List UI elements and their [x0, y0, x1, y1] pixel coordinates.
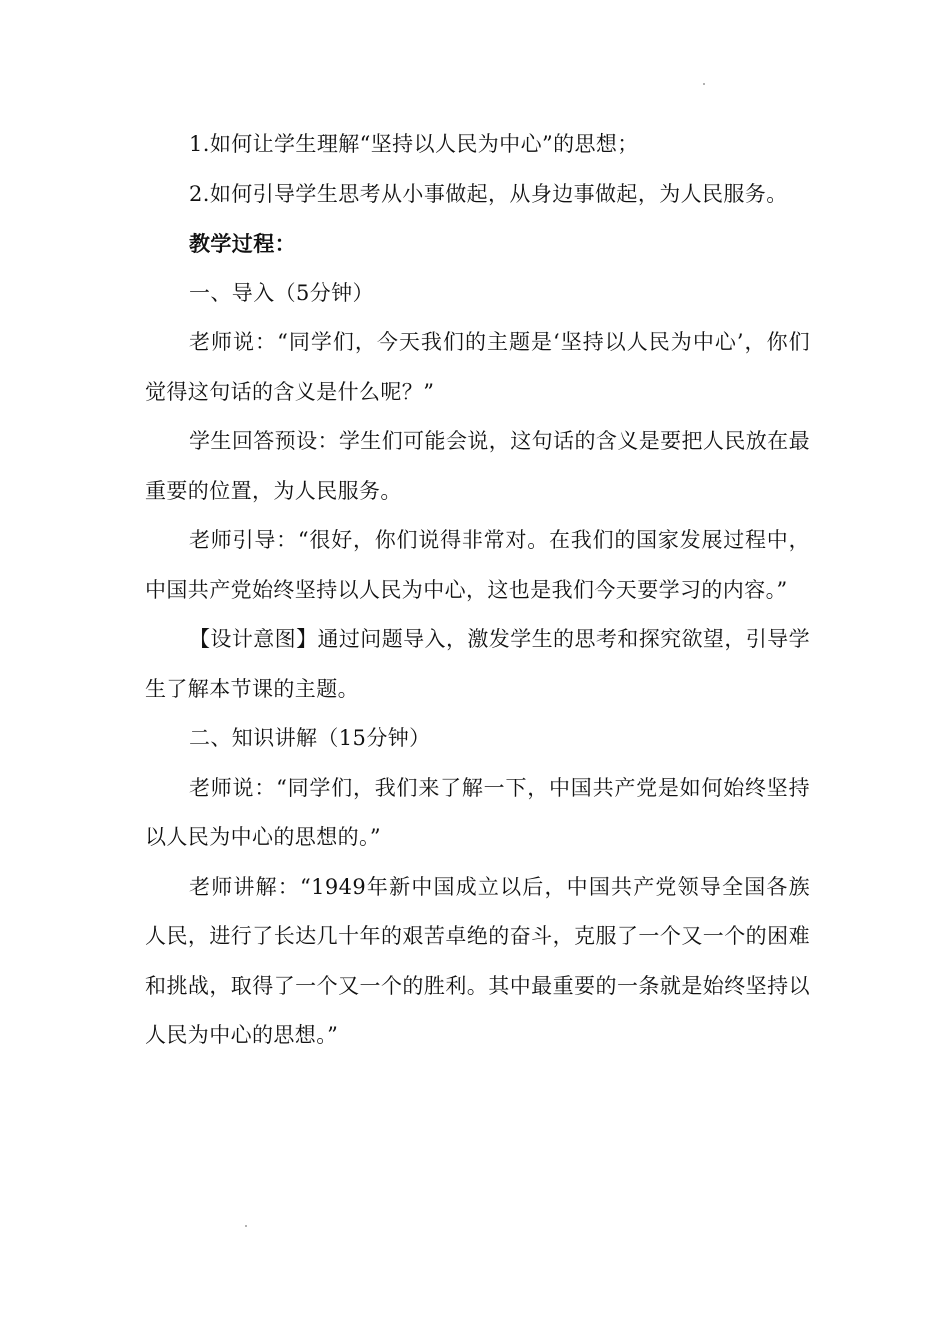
difficulty-item-2: 2.如何引导学生思考从小事做起，从身边事做起，为人民服务。	[189, 181, 788, 206]
design-intent-paragraph: 【设计意图】通过问题导入，激发学生的思考和探究欲望，引导学生了解本节课的主题。	[145, 627, 810, 701]
page-speck-top	[703, 83, 705, 85]
section-knowledge-heading: 二、知识讲解（15分钟）	[189, 726, 431, 750]
student-answer-paragraph: 学生回答预设：学生们可能会说，这句话的含义是要把人民放在最重要的位置，为人民服务。	[145, 429, 810, 503]
difficulty-item-1: 1.如何让学生理解“坚持以人民为中心”的思想；	[189, 132, 639, 156]
page-speck-bottom	[245, 1225, 247, 1227]
section-intro-heading: 一、导入（5分钟）	[189, 280, 374, 305]
teacher-guides-paragraph: 老师引导：“很好，你们说得非常对。在我们的国家发展过程中，中国共产党始终坚持以人民为中心，这也是我们今天要学习的内容。”	[145, 528, 810, 602]
document-body	[145, 120, 810, 1061]
teacher-says-paragraph: 老师说：“同学们，今天我们的主题是‘坚持以人民为中心’，你们觉得这句话的含义是什么呢？”	[145, 330, 810, 404]
teacher-says-paragraph-2: 老师说：“同学们，我们来了解一下，中国共产党是如何始终坚持以人民为中心的思想的。”	[145, 775, 810, 849]
teacher-explains-paragraph: 老师讲解：“1949年新中国成立以后，中国共产党领导全国各族人民，进行了长达几十年的艰苦卓绝的奋斗，克服了一个又一个的困难和挑战，取得了一个又一个的胜利。其中最重要的一条就是始终坚持以人民为中心的思想。”	[145, 874, 810, 1047]
teaching-process-heading: 教学过程：	[189, 231, 296, 256]
